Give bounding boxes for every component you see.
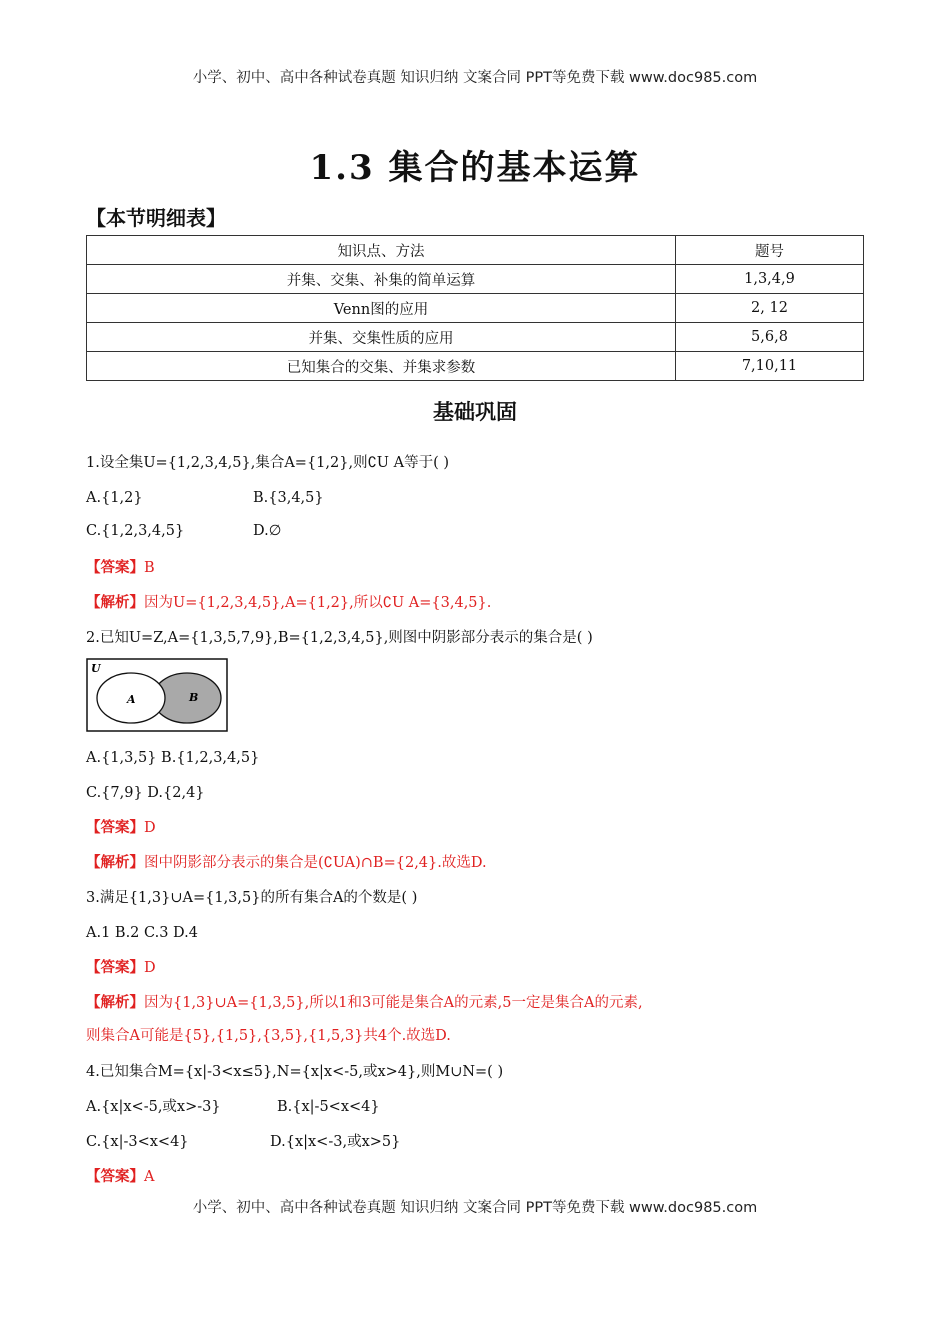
q4-option-c: C.{x|-3<x<4} — [86, 1134, 189, 1150]
q1-options-row2 — [86, 521, 282, 541]
table-cell: 已知集合的交集、并集求参数 — [87, 352, 676, 381]
footer-banner: 小学、初中、高中各种试卷真题 知识归纳 文案合同 PPT等免费下载 www.doc985.com — [192, 1200, 758, 1216]
answer-tag: 【答案】 — [86, 959, 144, 976]
q3-analysis — [86, 993, 643, 1013]
q2-analysis — [86, 853, 487, 873]
answer-tag: 【答案】 — [86, 1168, 144, 1185]
table-cell: 1,3,4,9 — [676, 265, 864, 294]
section-label: 【本节明细表】 — [86, 206, 226, 230]
analysis-tag: 【解析】 — [86, 854, 144, 871]
q2-analysis-text: 图中阴影部分表示的集合是(∁UA)∩B={2,4}.故选D. — [144, 855, 487, 871]
venn-diagram — [86, 658, 228, 732]
q1-analysis — [86, 593, 491, 613]
q1-option-c: C.{1,2,3,4,5} — [86, 523, 185, 539]
analysis-tag: 【解析】 — [86, 594, 144, 611]
table-cell: 5,6,8 — [676, 323, 864, 352]
q3-options: A.1 B.2 C.3 D.4 — [86, 925, 198, 941]
subheading: 基础巩固 — [433, 400, 517, 424]
q2-answer — [86, 818, 156, 838]
table-row — [87, 352, 864, 381]
table-cell: 并集、交集性质的应用 — [87, 323, 676, 352]
page-title: 1.3 集合的基本运算 — [309, 148, 641, 188]
q1-option-d: D.∅ — [253, 523, 282, 539]
table-header-row — [87, 236, 864, 265]
table-header-numbers: 题号 — [676, 236, 864, 265]
q1-stem: 1.设全集U={1,2,3,4,5},集合A={1,2},则∁U A等于( ) — [86, 455, 450, 471]
table-cell: 7,10,11 — [676, 352, 864, 381]
q4-answer-value: A — [144, 1169, 155, 1185]
q4-option-d: D.{x|x<-3,或x>5} — [270, 1134, 401, 1150]
table-cell: 2, 12 — [676, 294, 864, 323]
q2-options-ab: A.{1,3,5} B.{1,2,3,4,5} — [86, 750, 260, 766]
venn-label-b: B — [189, 691, 199, 704]
q4-option-a: A.{x|x<-5,或x>-3} — [86, 1099, 221, 1115]
q3-answer-value: D — [144, 960, 156, 976]
table-cell: 并集、交集、补集的简单运算 — [87, 265, 676, 294]
venn-label-a: A — [127, 693, 136, 706]
q3-analysis-text-1: 因为{1,3}∪A={1,3,5},所以1和3可能是集合A的元素,5一定是集合A的元素, — [144, 995, 643, 1011]
q1-option-a: A.{1,2} — [86, 490, 143, 506]
table-row — [87, 265, 864, 294]
detail-table — [86, 235, 864, 381]
answer-tag: 【答案】 — [86, 559, 144, 576]
analysis-tag: 【解析】 — [86, 994, 144, 1011]
q2-stem: 2.已知U=Z,A={1,3,5,7,9},B={1,2,3,4,5},则图中阴影部分表示的集合是( ) — [86, 630, 593, 646]
answer-tag: 【答案】 — [86, 819, 144, 836]
q4-stem: 4.已知集合M={x|-3<x≤5},N={x|x<-5,或x>4},则M∪N=( ) — [86, 1064, 504, 1080]
header-banner: 小学、初中、高中各种试卷真题 知识归纳 文案合同 PPT等免费下载 www.doc985.com — [192, 70, 758, 86]
q1-answer — [86, 558, 155, 578]
table-cell: Venn图的应用 — [87, 294, 676, 323]
q3-analysis-text-2: 则集合A可能是{5},{1,5},{3,5},{1,5,3}共4个.故选D. — [86, 1028, 451, 1044]
q2-answer-value: D — [144, 820, 156, 836]
table-header-topic: 知识点、方法 — [87, 236, 676, 265]
q3-stem: 3.满足{1,3}∪A={1,3,5}的所有集合A的个数是( ) — [86, 890, 418, 906]
q4-options-row2 — [86, 1132, 401, 1152]
q1-analysis-text: 因为U={1,2,3,4,5},A={1,2},所以∁U A={3,4,5}. — [144, 595, 492, 611]
q4-options-row1 — [86, 1097, 380, 1117]
venn-label-u: U — [91, 662, 101, 675]
q4-answer — [86, 1167, 154, 1187]
q1-options-row1 — [86, 488, 324, 508]
q4-option-b: B.{x|-5<x<4} — [277, 1099, 380, 1115]
q3-answer — [86, 958, 156, 978]
q1-answer-value: B — [144, 560, 155, 576]
q1-option-b: B.{3,4,5} — [253, 490, 324, 506]
table-row — [87, 323, 864, 352]
table-row — [87, 294, 864, 323]
q2-options-cd: C.{7,9} D.{2,4} — [86, 785, 205, 801]
